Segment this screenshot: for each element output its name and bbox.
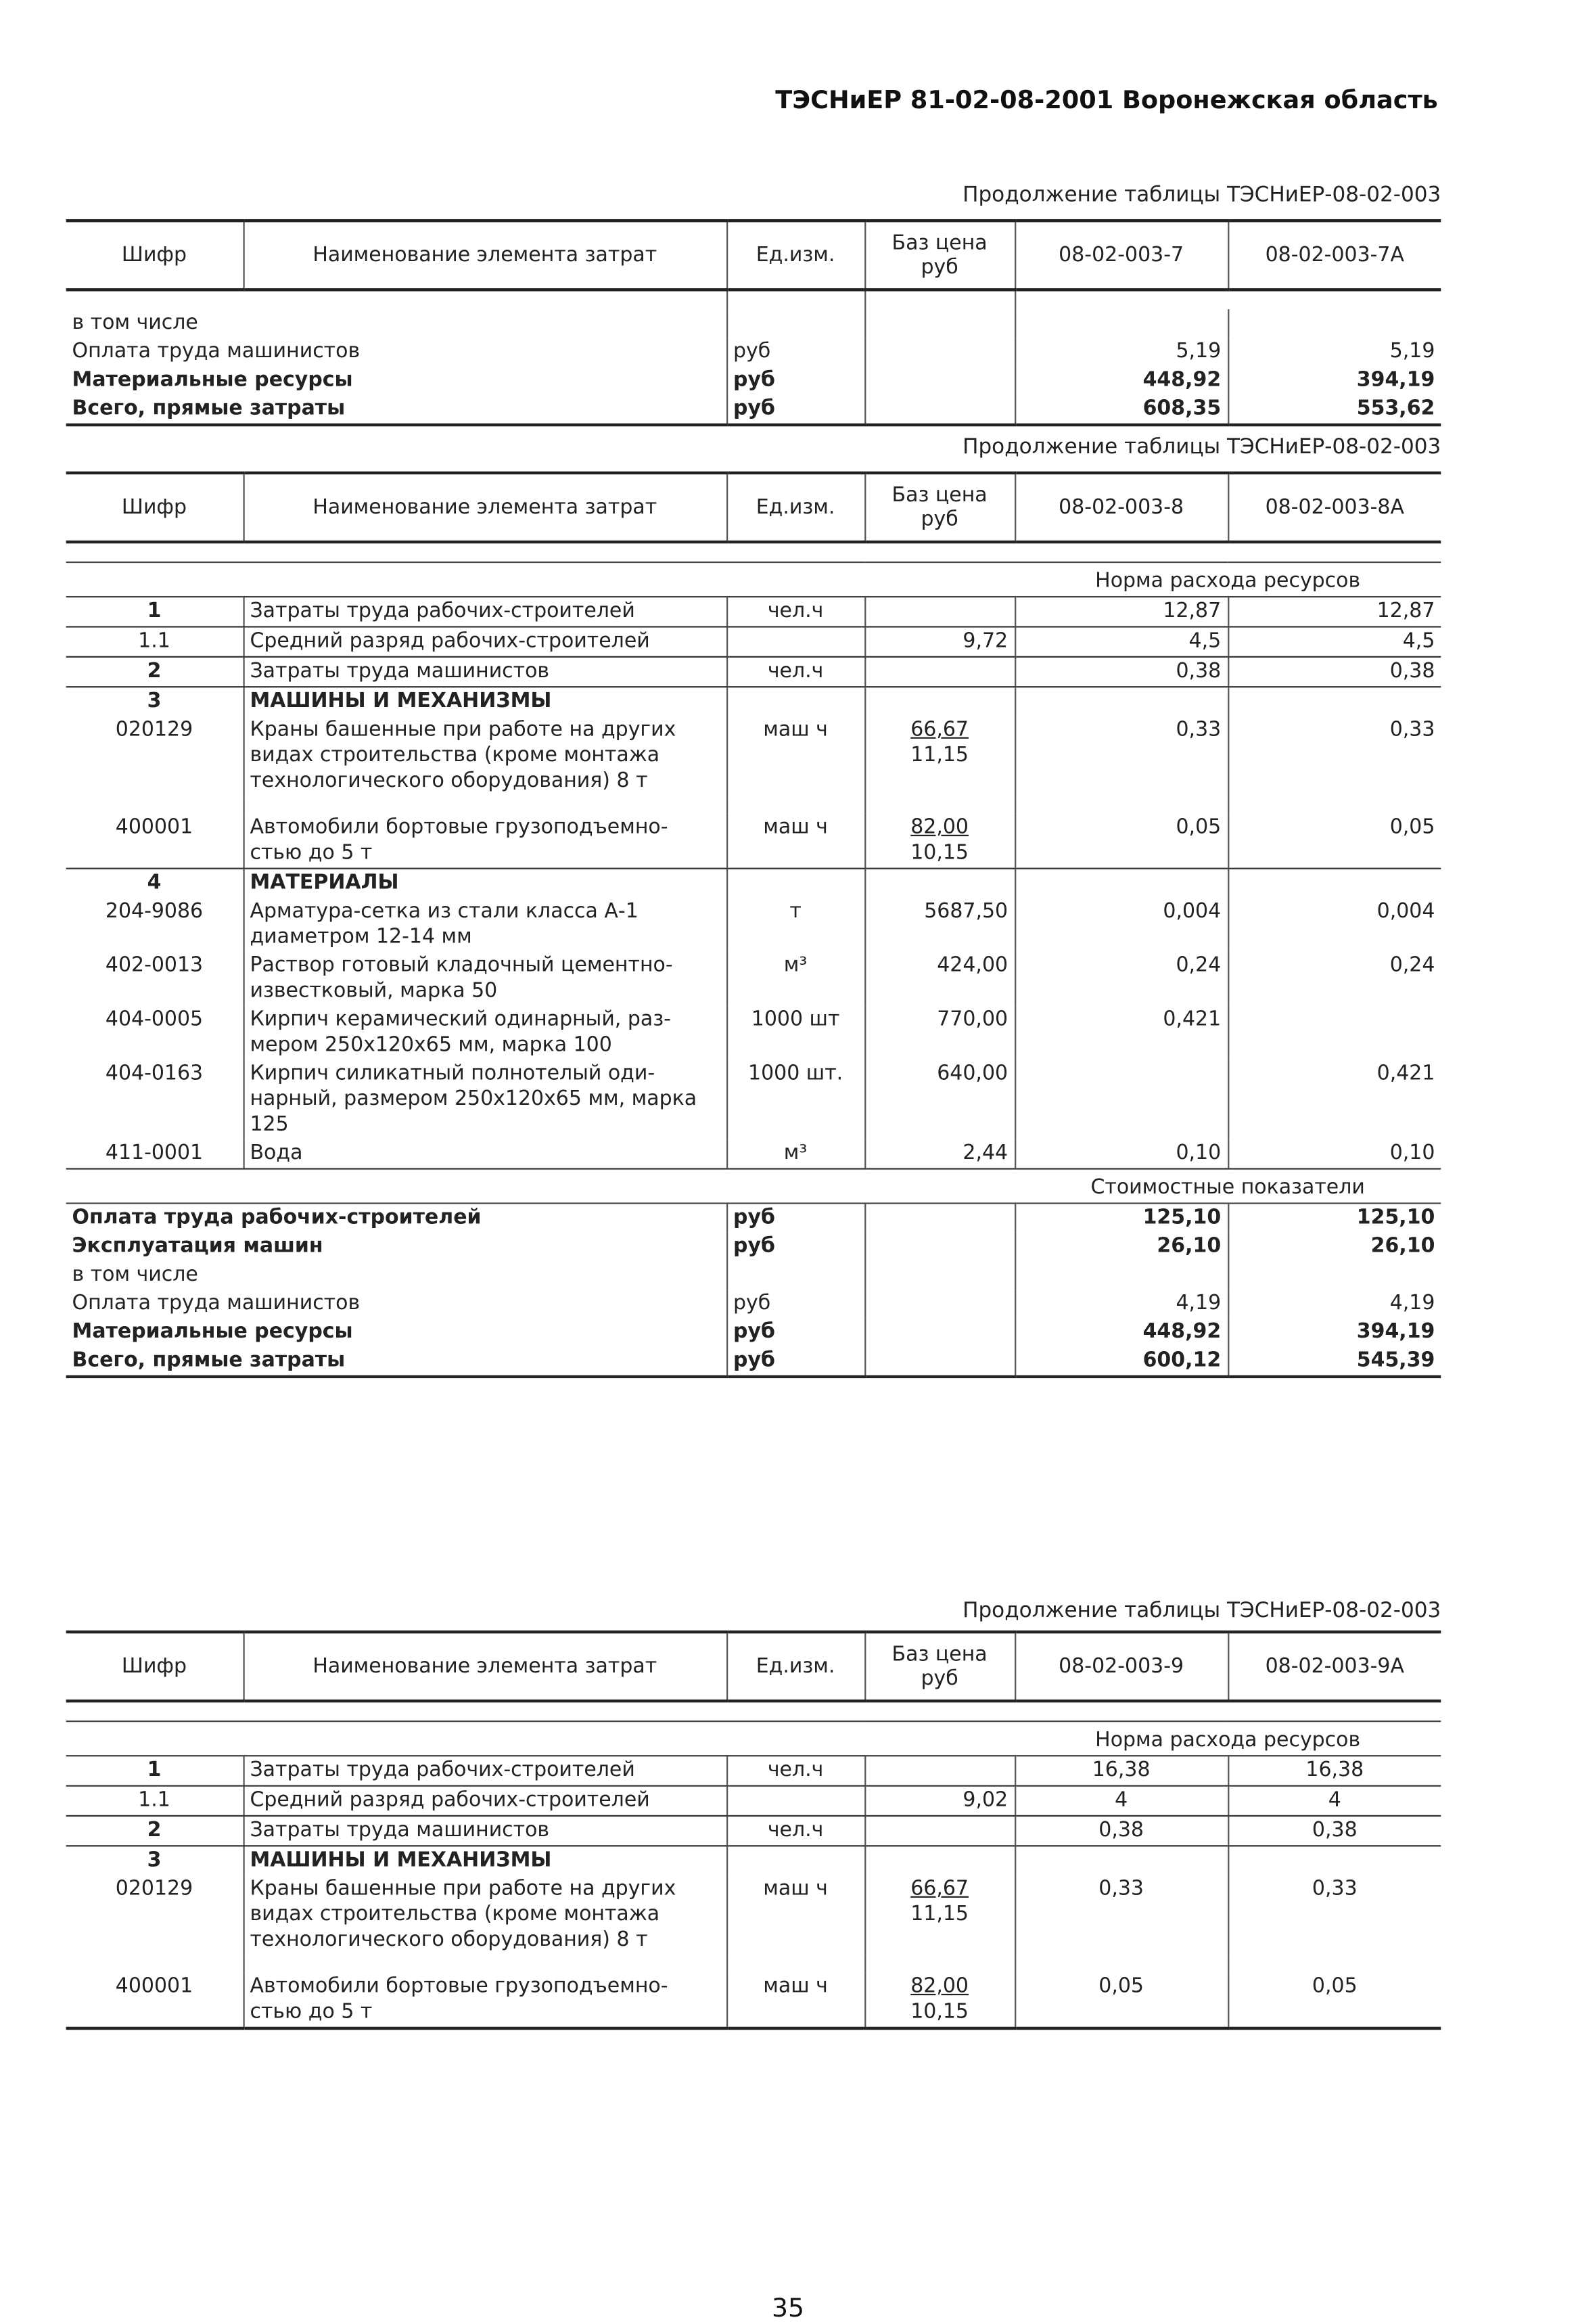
col-code-header: Шифр <box>66 1632 244 1701</box>
table-row: Материальные ресурсы руб 448,92 394,19 <box>66 366 1441 394</box>
col-norm-7a-header: 08-02-003-7А <box>1228 221 1441 290</box>
table-caption: Продолжение таблицы ТЭСНиЕР-08-02-003 <box>963 435 1441 460</box>
col-code-header: Шифр <box>66 221 244 290</box>
table-row: 3 МАШИНЫ И МЕХАНИЗМЫ <box>66 1846 1441 1875</box>
norms-table-003-7 <box>66 219 1441 426</box>
cost-section-label: Стоимостные показатели <box>1015 1169 1441 1204</box>
table-row: в том числе <box>66 309 1441 338</box>
table-row: Оплата труда машинистов руб 5,19 5,19 <box>66 338 1441 366</box>
table-row: 411-0001 Вода м³ 2,44 0,10 0,10 <box>66 1139 1441 1168</box>
table-row: 1.1 Средний разряд рабочих-строителей 9,72 4,5 4,5 <box>66 626 1441 656</box>
col-norm-7-header: 08-02-003-7 <box>1015 221 1228 290</box>
table-row: 020129 Краны башенные при работе на других видах строительства (кроме монтажа технологического оборудования) 8 т маш ч 66,67 11,15 0,33 0,33 <box>66 1875 1441 1955</box>
table-row: 2 Затраты труда машинистов чел.ч 0,38 0,38 <box>66 1816 1441 1846</box>
table-row: 020129 Краны башенные при работе на других видах строительства (кроме монтажа технологического оборудования) 8 т маш ч 66,67 11,15 0,33 0,33 <box>66 716 1441 796</box>
col-unit-header: Ед.изм. <box>726 1632 864 1701</box>
table-row: Оплата труда рабочих-строителей руб 125,10 125,10 <box>66 1204 1441 1233</box>
table-row: 1 Затраты труда рабочих-строителей чел.ч 16,38 16,38 <box>66 1756 1441 1785</box>
table-row: Материальные ресурсы руб 448,92 394,19 <box>66 1318 1441 1346</box>
table-row: 2 Затраты труда машинистов чел.ч 0,38 0,38 <box>66 657 1441 687</box>
table-row: 1 Затраты труда рабочих-строителей чел.ч 12,87 12,87 <box>66 597 1441 626</box>
col-norm-8a-header: 08-02-003-8А <box>1228 473 1441 542</box>
table-caption: Продолжение таблицы ТЭСНиЕР-08-02-003 <box>963 183 1441 208</box>
col-name-header: Наименование элемента затрат <box>243 473 726 542</box>
table-row: Эксплуатация машин руб 26,10 26,10 <box>66 1233 1441 1261</box>
table-row: 404-0005 Кирпич керамический одинарный, раз-мером 250х120х65 мм, марка 100 1000 шт 770,00 0,421 <box>66 1006 1441 1060</box>
norm-section-label: Норма расхода ресурсов <box>1015 1721 1441 1756</box>
table-row: 1.1 Средний разряд рабочих-строителей 9,02 4 4 <box>66 1786 1441 1816</box>
table-row: 400001 Автомобили бортовые грузоподъемно-стью до 5 т маш ч 82,00 10,15 0,05 0,05 <box>66 1973 1441 2028</box>
col-code-header: Шифр <box>66 473 244 542</box>
table-row: 404-0163 Кирпич силикатный полнотелый оди-нарный, размером 250х120х65 мм, марка 125 1000 шт. 640,00 0,421 <box>66 1060 1441 1140</box>
col-norm-9a-header: 08-02-003-9А <box>1228 1632 1441 1701</box>
norms-table-003-8 <box>66 472 1441 1378</box>
table-row: 204-9086 Арматура-сетка из стали класса А-1 диаметром 12-14 мм т 5687,50 0,004 0,004 <box>66 898 1441 952</box>
norms-table-003-9 <box>66 1631 1441 2030</box>
page-number: 35 <box>771 2294 804 2324</box>
table-row: Всего, прямые затраты руб 600,12 545,39 <box>66 1346 1441 1376</box>
norm-section-label: Норма расхода ресурсов <box>1015 562 1441 597</box>
col-name-header: Наименование элемента затрат <box>243 1632 726 1701</box>
table-row: 4 МАТЕРИАЛЫ <box>66 869 1441 898</box>
table-row: в том числе <box>66 1261 1441 1290</box>
col-name-header: Наименование элемента затрат <box>243 221 726 290</box>
page-header: ТЭСНиЕР 81-02-08-2001 Воронежская область <box>775 85 1438 114</box>
table-row: Всего, прямые затраты руб 608,35 553,62 <box>66 395 1441 425</box>
col-unit-header: Ед.изм. <box>726 473 864 542</box>
col-unit-header: Ед.изм. <box>726 221 864 290</box>
table-row: 3 МАШИНЫ И МЕХАНИЗМЫ <box>66 687 1441 716</box>
col-norm-9-header: 08-02-003-9 <box>1015 1632 1228 1701</box>
col-price-header: Баз цена руб <box>864 1632 1015 1701</box>
table-row: Оплата труда машинистов руб 4,19 4,19 <box>66 1290 1441 1318</box>
table-caption: Продолжение таблицы ТЭСНиЕР-08-02-003 <box>963 1599 1441 1623</box>
table-row: 402-0013 Раствор готовый кладочный цементно-известковый, марка 50 м³ 424,00 0,24 0,24 <box>66 952 1441 1006</box>
table-row: 400001 Автомобили бортовые грузоподъемно-стью до 5 т маш ч 82,00 10,15 0,05 0,05 <box>66 814 1441 869</box>
col-price-header: Баз цена руб <box>864 473 1015 542</box>
col-norm-8-header: 08-02-003-8 <box>1015 473 1228 542</box>
col-price-header: Баз цена руб <box>864 221 1015 290</box>
